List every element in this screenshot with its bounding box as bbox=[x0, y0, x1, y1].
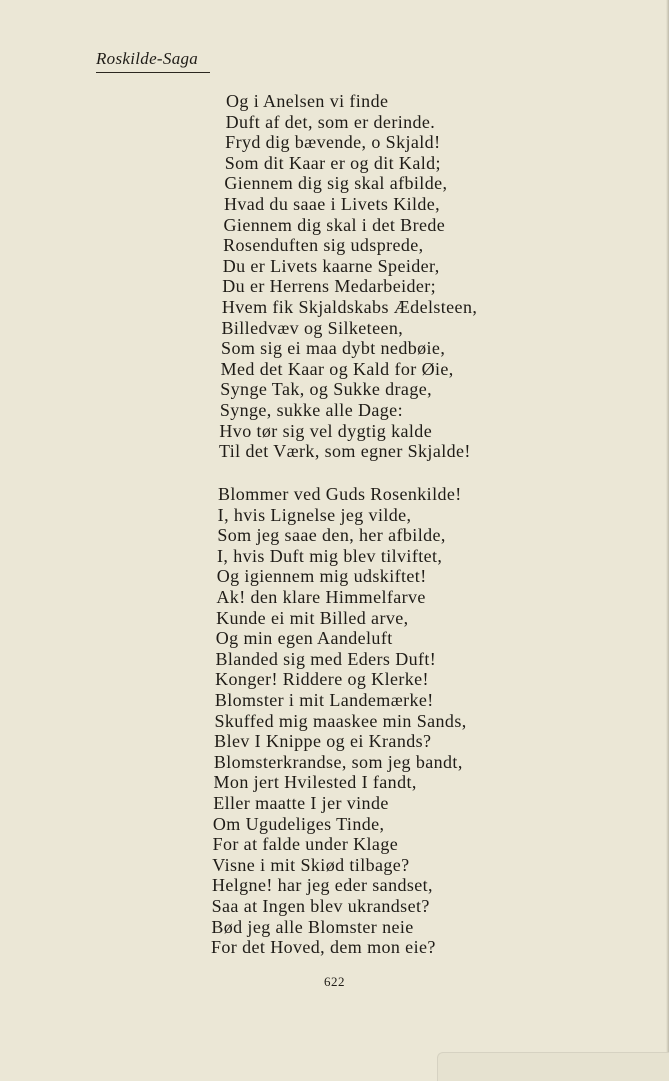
poem-line: Ak! den klare Himmelfarve bbox=[216, 587, 426, 607]
poem-line: Hvad du saae i Livets Kilde, bbox=[223, 194, 441, 214]
poem-line: Eller maatte I jer vinde bbox=[213, 793, 389, 813]
poem-line: Skuffed mig maaskee min Sands, bbox=[214, 710, 467, 731]
poem-line: Hvo tør sig vel dygtig kalde bbox=[219, 420, 433, 441]
poem-line: Visne i mit Skiød tilbage? bbox=[212, 854, 410, 875]
poem-line: Og igiennem mig udskiftet! bbox=[216, 566, 427, 587]
poem-line: For det Hoved, dem mon eie? bbox=[211, 937, 436, 958]
poem-line: Saa at Ingen blev ukrandset? bbox=[211, 896, 430, 916]
scan-corner-artifact bbox=[437, 1052, 669, 1081]
poem-line: I, hvis Duft mig blev tilviftet, bbox=[217, 545, 443, 566]
poem-line: Som dit Kaar er og dit Kald; bbox=[224, 152, 441, 173]
poem-line: Bød jeg alle Blomster neie bbox=[211, 916, 414, 937]
poem-line: Om Ugudeliges Tinde, bbox=[212, 813, 385, 834]
poem-line: Blev I Knippe og ei Krands? bbox=[214, 731, 432, 752]
poem-line: Synge Tak, og Sukke drage, bbox=[220, 379, 433, 400]
poem-line: Du er Herrens Medarbeider; bbox=[222, 276, 437, 297]
poem-line: Helgne! har jeg eder sandset, bbox=[211, 875, 433, 896]
poem-line: Giennem dig sig skal afbilde, bbox=[224, 173, 448, 194]
poem-line: Giennem dig skal i det Brede bbox=[223, 214, 446, 235]
poem-line: Billedvæv og Silketeen, bbox=[221, 317, 404, 338]
poem-line: Hvem fik Skjaldskabs Ædelsteen, bbox=[221, 297, 478, 317]
page-number: 622 bbox=[324, 974, 345, 989]
poem-line: Som sig ei maa dybt nedbøie, bbox=[221, 338, 446, 359]
poem-line: Som jeg saae den, her afbilde, bbox=[217, 525, 446, 546]
poem-line: Blanded sig med Eders Duft! bbox=[215, 648, 437, 669]
poem-line: Med det Kaar og Kald for Øie, bbox=[220, 358, 454, 379]
poem-line: Og min egen Aandeluft bbox=[215, 628, 393, 649]
poem-line: Mon jert Hvilested I fandt, bbox=[213, 772, 417, 793]
poem-line: Rosenduften sig udsprede, bbox=[223, 235, 424, 256]
poem-line: Fryd dig bævende, o Skjald! bbox=[225, 132, 441, 153]
poem-line: Konger! Riddere og Klerke! bbox=[215, 669, 429, 690]
poem-line: For at falde under Klage bbox=[212, 834, 399, 855]
poem-line: Blommer ved Guds Rosenkilde! bbox=[218, 484, 462, 504]
poem-line: Blomsterkrandse, som jeg bandt, bbox=[213, 751, 463, 772]
poem-line: Til det Værk, som egner Skjalde! bbox=[219, 441, 471, 462]
poem-line: Du er Livets kaarne Speider, bbox=[222, 255, 440, 276]
running-header: Roskilde-Saga bbox=[96, 49, 210, 73]
poem-line: Og i Anelsen vi finde bbox=[226, 91, 389, 111]
poem-line: I, hvis Lignelse jeg vilde, bbox=[217, 504, 412, 525]
poem-line: Duft af det, som er derinde. bbox=[225, 111, 436, 132]
poem-line: Synge, sukke alle Dage: bbox=[219, 400, 403, 420]
poem-line: Kunde ei mit Billed arve, bbox=[216, 607, 409, 628]
poem-line: Blomster i mit Landemærke! bbox=[214, 690, 434, 710]
